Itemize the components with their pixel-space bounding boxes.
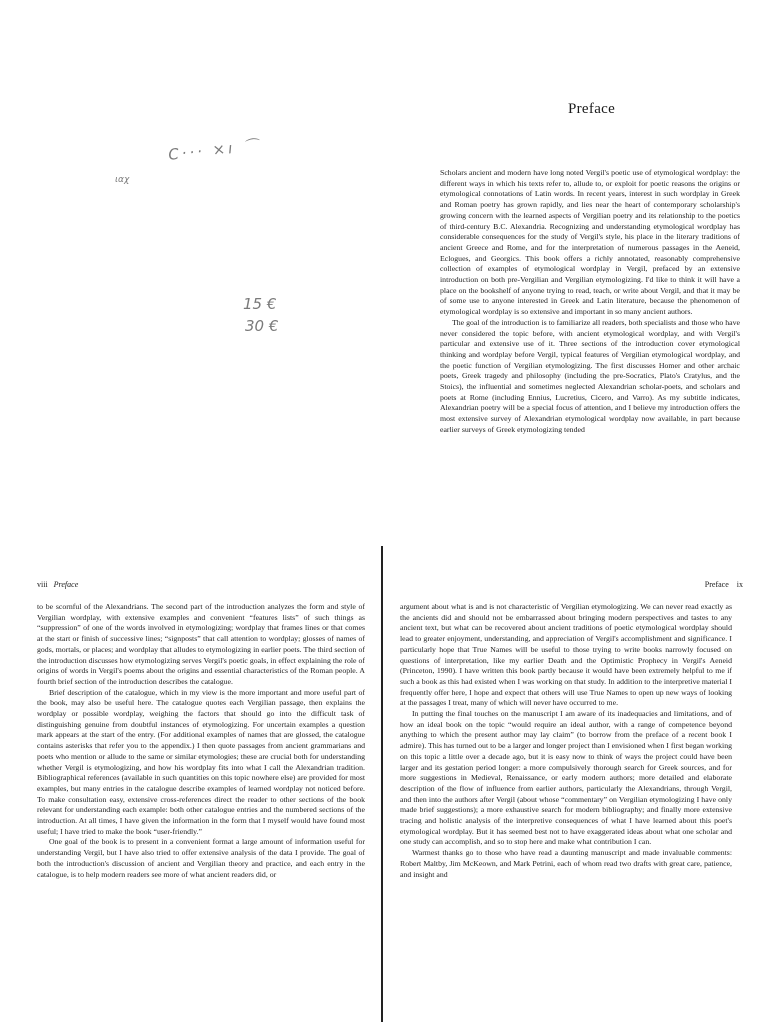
paragraph: Scholars ancient and modern have long noted Vergil's poetic use of etymological wordplay: the different ways in which his texts refer to, allude to, or exploit for poetic reasons the origins or etymological connotations of Latin words. In recent years, interest in such wordplay in Greek and Roman poetry has grown rapidly, and lies near the heart of contemporary scholarship's growing concern with the learned aspects of Vergilian poetry and its relationship to the poetics of third-century B.C. Alexandria. Recognizing and understanding etymological wordplay has considerable consequences for the study of Vergil's style, his place in the literary traditions of ancient Greece and Rome, and for the interpretation of numerous passages in the Aeneid, Eclogues, and Georgics. This book offers a richly annotated, reasonably comprehensive collection of examples of etymological wordplay in Vergil, prefaced by an extensive introduction on both pre-Vergilian and Vergilian etymologizing. I'd like to think it will have a place on the bookshelf of anyone trying to read, teach, or write about Vergil, and that it may be of some use to anyone interested in Greek and Latin literature, because the phenomenon of etymological wordplay is so extensive and important in so many ancient authors.	[440, 168, 740, 317]
paragraph: One goal of the book is to present in a convenient format a large amount of information useful for understanding Vergil, but I have also tried to offer extensive analysis of the data I provide. The goal of both the introduction's discussion of ancient and Vergilian theory and practice, and each entry in the catalogue, is to help modern readers see more of what ancient readers did, or	[37, 837, 365, 879]
page-number: viii	[37, 580, 48, 589]
page-gutter-line	[381, 546, 383, 1022]
right-page-text	[400, 602, 732, 1022]
running-title: Preface	[53, 580, 79, 589]
running-title: Preface	[704, 580, 729, 589]
page-number: ix	[736, 580, 743, 589]
left-page-text	[37, 602, 365, 1022]
handwritten-scribble: C··· ×ı ⌒	[167, 136, 262, 164]
paragraph: argument about what is and is not characteristic of Vergilian etymologizing. We can never read exactly as the ancients did and should not be embarrassed about bringing modern perspectives and tastes to any ancient text, but what can be recovered about ancient traditions of poetic etymological wordplay should lead to greater enjoyment, understanding, and appreciation of Vergil's accomplishment and significance. I particularly hope that True Names will be useful to those trying to write books narrowly focused on questions of interpretation, like my earlier Death and the Optimistic Prophecy in Vergil's Aeneid (Princeton, 1990). I have written this book partly because it would have been extremely helpful to me if such a book as this had existed when I was working on that study. In addition to the interpretive material I frequently offer here, I hope and expect that others will use True Names to open up new ways of looking at the passages I treat, many of which will never have occurred to me.	[400, 602, 732, 708]
upper-page-text	[440, 168, 740, 544]
paragraph: Brief description of the catalogue, which in my view is the more important and more useful part of the book, may also be useful here. The catalogue quotes each Vergilian passage, then explains the wordplay or possible wordplay, weighing the factors that should go into the difficult task of distinguishing genuine from doubtful instances of etymologizing. For uncertain examples a question mark appears at the start of the entry. (For additional examples of names that are glossed, the catalogue contains asterisks that refer you to the appendix.) I then quote passages from ancient grammarians and poets who mention or allude to the same or similar etymologies; these are crucial both for understanding whether Vergil is etymologizing, and how his wordplay fits into what I call the Alexandrian tradition. Bibliographical references (available in such quantities on this topic nowhere else) are provided for most examples, but many entries in the catalogue describe examples of learned wordplay not noticed before. To make consultation easy, extensive cross-references direct the reader to other sections of the book relevant for understanding each example: both other catalogue entries and the numbered sections of the introduction. At all times, I have given the information in the form that I myself would have found most useful; I have tried to make the book “user-friendly.”	[37, 687, 365, 836]
handwritten-price-2: 30 €	[245, 317, 279, 335]
paragraph: Warmest thanks go to those who have read a daunting manuscript and made invaluable comments: Robert Maltby, Jim McKeown, and Mark Petrini, each of whom read two drafts with great care, patience, and insight and	[400, 848, 732, 879]
paragraph: In putting the final touches on the manuscript I am aware of its inadequacies and limitations, and of how an ideal book on the topic “would require an ideal author, with a range of competence beyond anything to which the present author may lay claim” (to borrow from the preface of a recent book I admire). This has turned out to be a larger and longer project than I envisioned when I first began working on this topic a little over a decade ago, but it is easy now to think of ways the project could have been larger and its gestation period longer: a more compulsively thorough search for Greek sources, and for more suggestions in Medieval, Renaissance, or early modern authors; more detailed and elaborate description of the flow of influence from earlier authors, particularly the Alexandrians, through Vergil, and then into the authors after Vergil (about whose “commentary” on Vergilian etymologizing I have only made brief suggestions); a more exhaustive search for modern bibliography; and finally more extensive tracing and holistic analysis of the interpretive consequences of what I have learned about this poet's etymological wordplay. But it has seemed best not to have exaggerated ideas about what one scholar and one study can accomplish, and so to stop here and make what contribution I can.	[400, 709, 732, 847]
left-running-head	[37, 580, 78, 589]
handwritten-note: ιαχ	[115, 175, 130, 185]
handwritten-price-1: 15 €	[243, 295, 277, 313]
paragraph: to be scornful of the Alexandrians. The second part of the introduction analyzes the form and style of Vergilian wordplay, with extensive examples and convenient “features lists” of such things as “suppression” of one of the words involved in etymologizing; wordplay that frames lines or that comes at the start or finish of successive lines; “signposts” that call attention to wordplay; glosses of names of gods, mortals, or places; and wordplay that alludes to etymologizing in earlier poets. The third section of the introduction discusses how etymologizing serves Vergil's poetic goals, in effect explaining the role of origins of words in Vergil's poems about the origins and essential characteristics of the Roman people. A fourth brief section of the introduction describes the catalogue.	[37, 602, 365, 686]
page-title: Preface	[568, 101, 616, 117]
right-running-head	[705, 580, 743, 589]
paragraph: The goal of the introduction is to familiarize all readers, both specialists and those who have never considered the topic before, with ancient etymological wordplay, and with Vergil's particular and extensive use of it. Three sections of the introduction cover etymological thinking and wordplay before Vergil, typical features of Vergilian etymological wordplay, and the poetic function of Vergilian etymologizing. The first discusses Homer and other archaic poets, Greek tragedy and philosophy (including the pre-Socratics, Plato's Cratylus, and the Stoics), the influential and sometimes neglected Alexandrian scholar-poets, and scholars and poets at Rome (including Ennius, Lucretius, Cicero, and Varro). As my subtitle indicates, Alexandrian poetry will be a special focus of attention, and I believe my introduction offers the most extensive survey of Alexandrian etymological wordplay now available, in part because earlier surveys of Greek etymologizing tended	[440, 317, 740, 434]
